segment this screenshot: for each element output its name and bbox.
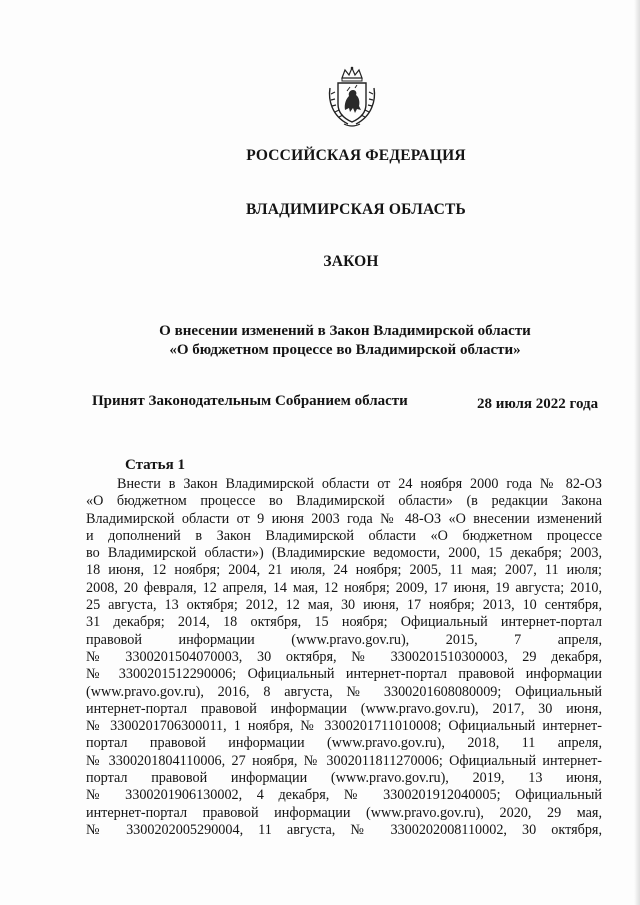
article-body-line: правовой информации (www.pravo.gov.ru), 2015, 7 апреля, xyxy=(86,631,602,648)
article-body-line: № 3300202005290004, 11 августа, № 3300202008110002, 30 октября, xyxy=(86,821,602,838)
article-body-line: 18 июня, 12 ноября; 2004, 21 июля, 24 ноября; 2005, 11 мая; 2007, 11 июля; xyxy=(86,562,602,579)
law-subject-line-2: «О бюджетном процессе во Владимирской области» xyxy=(169,342,521,358)
law-subject-line-1: О внесении изменений в Закон Владимирской области xyxy=(159,323,531,339)
article-body-line: портал правовой информации (www.pravo.gov.ru), 2019, 13 июня, xyxy=(86,770,602,787)
article-body-line: № 3300201804110006, 27 ноября, № 3002011811270006; Официальный интернет- xyxy=(86,752,602,769)
adoption-label: Принят Законодательным Собранием области xyxy=(92,393,408,409)
article-body xyxy=(86,476,602,839)
article-body-line: во Владимирской области») (Владимирские ведомости, 2000, 15 декабря; 2003, xyxy=(86,545,602,562)
region-heading: ВЛАДИМИРСКАЯ ОБЛАСТЬ xyxy=(246,201,466,218)
document-type-heading: ЗАКОН xyxy=(323,253,379,270)
article-body-line: Владимирской области от 9 июня 2003 года № 48-ОЗ «О внесении изменений xyxy=(86,510,602,527)
article-body-line: № 3300201906130002, 4 декабря, № 3300201912040005; Официальный xyxy=(86,787,602,804)
article-body-line: «О бюджетном процессе во Владимирской области» (в редакции Закона xyxy=(86,493,602,510)
federation-heading: РОССИЙСКАЯ ФЕДЕРАЦИЯ xyxy=(246,147,466,164)
coat-of-arms-emblem xyxy=(326,66,378,128)
article-body-line: № 3300201706300011, 1 ноября, № 3300201711010008; Официальный интернет- xyxy=(86,718,602,735)
adoption-date: 28 июля 2022 года xyxy=(477,396,599,412)
article-body-line: № 3300201504070003, 30 октября, № 3300201510300003, 29 декабря, xyxy=(86,648,602,665)
article-body-line: (www.pravo.gov.ru), 2016, 8 августа, № 3300201608080009; Официальный xyxy=(86,683,602,700)
article-body-line: № 3300201512290006; Официальный интернет-портал правовой информации xyxy=(86,666,602,683)
article-body-line: 2008, 20 февраля, 12 апреля, 14 мая, 12 ноября; 2009, 17 июня, 19 августа; 2010, xyxy=(86,579,602,596)
article-body-line: и дополнений в Закон Владимирской области «О бюджетном процессе xyxy=(86,527,602,544)
article-body-line: портал правовой информации (www.pravo.gov.ru), 2018, 11 апреля, xyxy=(86,735,602,752)
article-body-line: интернет-портал правовой информации (www.pravo.gov.ru), 2020, 29 мая, xyxy=(86,804,602,821)
article-title: Статья 1 xyxy=(125,457,185,473)
article-body-line: 31 декабря; 2014, 18 октября, 15 ноября; Официальный интернет-портал xyxy=(86,614,602,631)
article-body-line: 25 августа, 13 октября; 2012, 12 мая, 30 июня, 17 ноября; 2013, 10 сентября, xyxy=(86,597,602,614)
article-body-line: Внести в Закон Владимирской области от 24 ноября 2000 года № 82-ОЗ xyxy=(117,476,602,492)
page-edge-shadow xyxy=(634,0,640,905)
article-body-line: интернет-портал правовой информации (www.pravo.gov.ru), 2017, 30 июня, xyxy=(86,700,602,717)
